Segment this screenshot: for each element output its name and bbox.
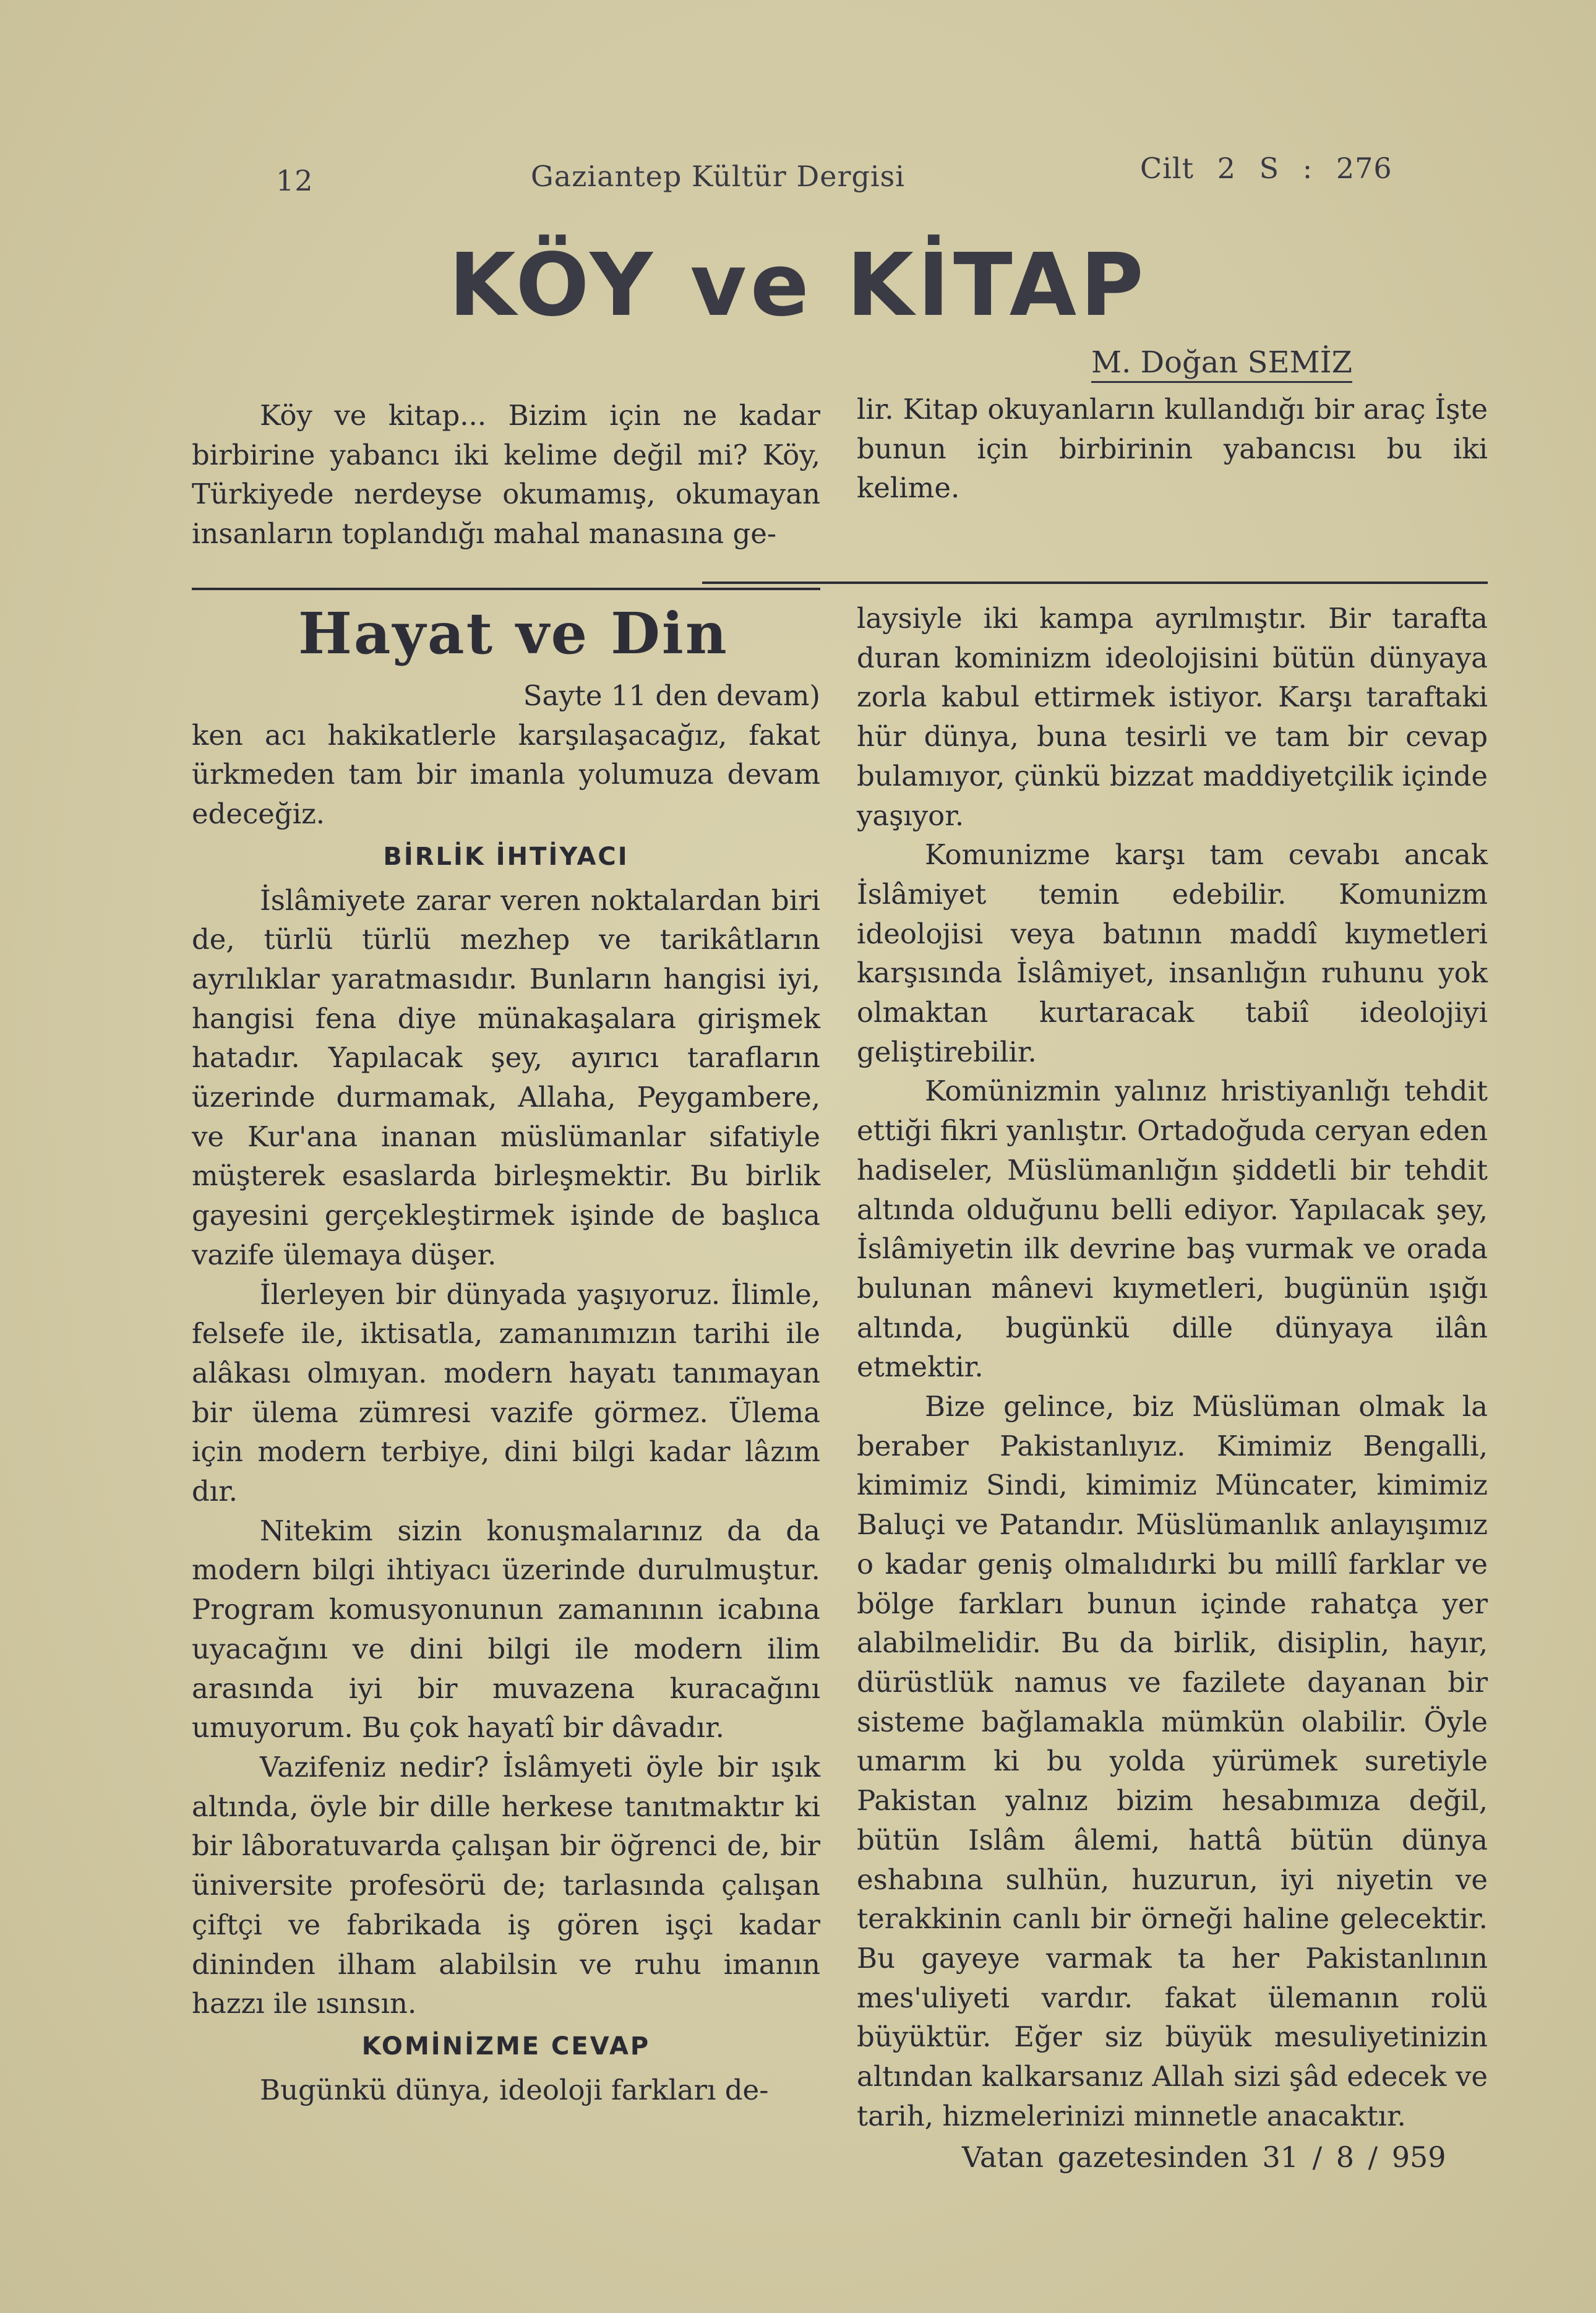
continuation-note: Sayte 11 den devam) (523, 679, 820, 712)
author-name: M. Doğan SEMİZ (1091, 345, 1352, 383)
article-title: KÖY ve KİTAP (448, 235, 1148, 336)
article2-right-column (857, 599, 1488, 2178)
subheading: KOMİNİZME CEVAP (361, 2032, 651, 2061)
source-citation: Vatan gazetesinden 31 / 8 / 959 (962, 2140, 1446, 2174)
paragraph: Nitekim sizin konuşmalarınız da da modern bilgi ihtiyacı üzerinde durulmuştur. Program komusyonunun zamanının icabına uyacağını ve dini bilgi ile modern ilim arasında iyi bir muvazena kuracağını umuyorum. Bu çok hayatî bir dâvadır. (192, 1514, 820, 1744)
paragraph: İlerleyen bir dünyada yaşıyoruz. İlimle, felsefe ile, iktisatla, zamanımızın tarihi ile alâkası olmıyan. modern hayatı tanımayan bir ülema zümresi vazife görmez. Ülema için modern terbiye, dini bilgi kadar lâzım dır. (192, 1277, 820, 1508)
article1-right-column (857, 390, 1488, 508)
article1-right-text: lir. Kitap okuyanların kullandığı bir araç İşte bunun için birbirinin yabancısı bu iki kelime. (857, 393, 1488, 505)
paragraph: Komunizme karşı tam cevabı ancak İslâmiyet temin edebilir. Komunizm ideolojisi veya batının maddî kıymetleri karşısında İslâmiyet, insanlığın ruhunu yok olmaktan kurtaracak tabiî ideolojiyi geliştirebilir. (857, 838, 1488, 1068)
section-divider-left (192, 588, 820, 590)
article2-left-column (192, 676, 820, 2109)
paragraph: laysiyle iki kampa ayrılmıştır. Bir tarafta duran kominizm ideolojisini bütün dünyaya zorla kabul ettirmek istiyor. Karşı taraftaki hür dünya, buna tesirli ve tam bir cevap bulamıyor, çünkü bizzat maddiyetçilik içinde yaşıyor. (857, 602, 1488, 832)
paragraph: İslâmiyete zarar veren noktalardan biri de, türlü türlü mezhep ve tarikâtların ayrılıklar yaratmasıdır. Bunların hangisi iyi, hangisi fena diye münakaşalara girişmek hatadır. Yapılacak şey, ayırıcı tarafların üzerinde durmamak, Allaha, Peygambere, ve Kur'ana inanan müslümanlar sifatiyle müşterek esaslarda birleşmektir. Bu birlik gayesini gerçekleştirmek işinde de başlıca vazife ülemaya düşer. (192, 883, 820, 1271)
journal-name: Gaziantep Kültür Dergisi (531, 160, 905, 193)
paragraph: ken acı hakikatlerle karşılaşacağız, fakat ürkmeden tam bir imanla yolumuza devam edeceğiz. (192, 718, 820, 831)
volume-issue: Cilt 2 S : 276 (1140, 152, 1392, 185)
section-title: Hayat ve Din (298, 600, 729, 667)
subheading: BİRLİK İHTİYACI (383, 842, 629, 871)
paragraph: Vazifeniz nedir? İslâmyeti öyle bir ışık altında, öyle bir dille herkese tanıtmaktır ki bir lâboratuvarda çalışan bir öğrenci de, bir üniversite profesörü de; tarlasında çalışan çiftçi ve fabrikada iş gören işçi kadar dininden ilham alabilsin ve ruhu imanın hazzı ile ısınsın. (192, 1750, 820, 2020)
article1-left-text: Köy ve kitap... Bizim için ne kadar birbirine yabancı iki kelime değil mi? Köy, Türkiyede nerdeyse okumamış, okumayan insanların toplandığı mahal manasına ge- (192, 399, 820, 551)
paragraph: Bize gelince, biz Müslüman olmak la beraber Pakistanlıyız. Kimimiz Bengalli, kimimiz Sindi, kimimiz Müncater, kimimiz Baluçi ve Patandır. Müslümanlık anlayışımız o kadar geniş olmalıdırki bu millî farklar ve bölge farkları bunun içinde rahatça yer alabilmelidir. Bu da birlik, disiplin, hayır, dürüstlük namus ve fazilete dayanan bir sisteme bağlamakla mümkün olabilir. Öyle umarım ki bu yolda yürümek suretiyle Pakistan yalnız bizim hesabımıza değil, bütün Islâm âlemi, hattâ bütün dünya eshabına sulhün, huzurun, iyi niyetin ve terakkinin canlı bir örneği haline gelecektir. Bu gayeye varmak ta her Pakistanlının mes'uliyeti vardır. fakat ülemanın rolü büyüktür. Eğer siz büyük mesuliyetinizin altından kalkarsanız Allah sizi şâd edecek ve tarih, hizmelerinizi minnetle anacaktır. (857, 1390, 1488, 2132)
section-divider-right (702, 581, 1488, 584)
page-number: 12 (276, 164, 314, 197)
article1-left-column (192, 396, 820, 554)
paragraph: Komünizmin yalınız hristiyanlığı tehdit ettiği fikri yanlıştır. Ortadoğuda ceryan eden hadiseler, Müslümanlığın şiddetli bir tehdit altında olduğunu belli ediyor. Yapılacak şey, İslâmiyetin ilk devrine baş vurmak ve orada bulunan mânevi kıymetleri, bugünün ışığı altında, bugünkü dille dünyaya ilân etmektir. (857, 1075, 1488, 1384)
paragraph: Bugünkü dünya, ideoloji farkları de- (260, 2073, 769, 2106)
